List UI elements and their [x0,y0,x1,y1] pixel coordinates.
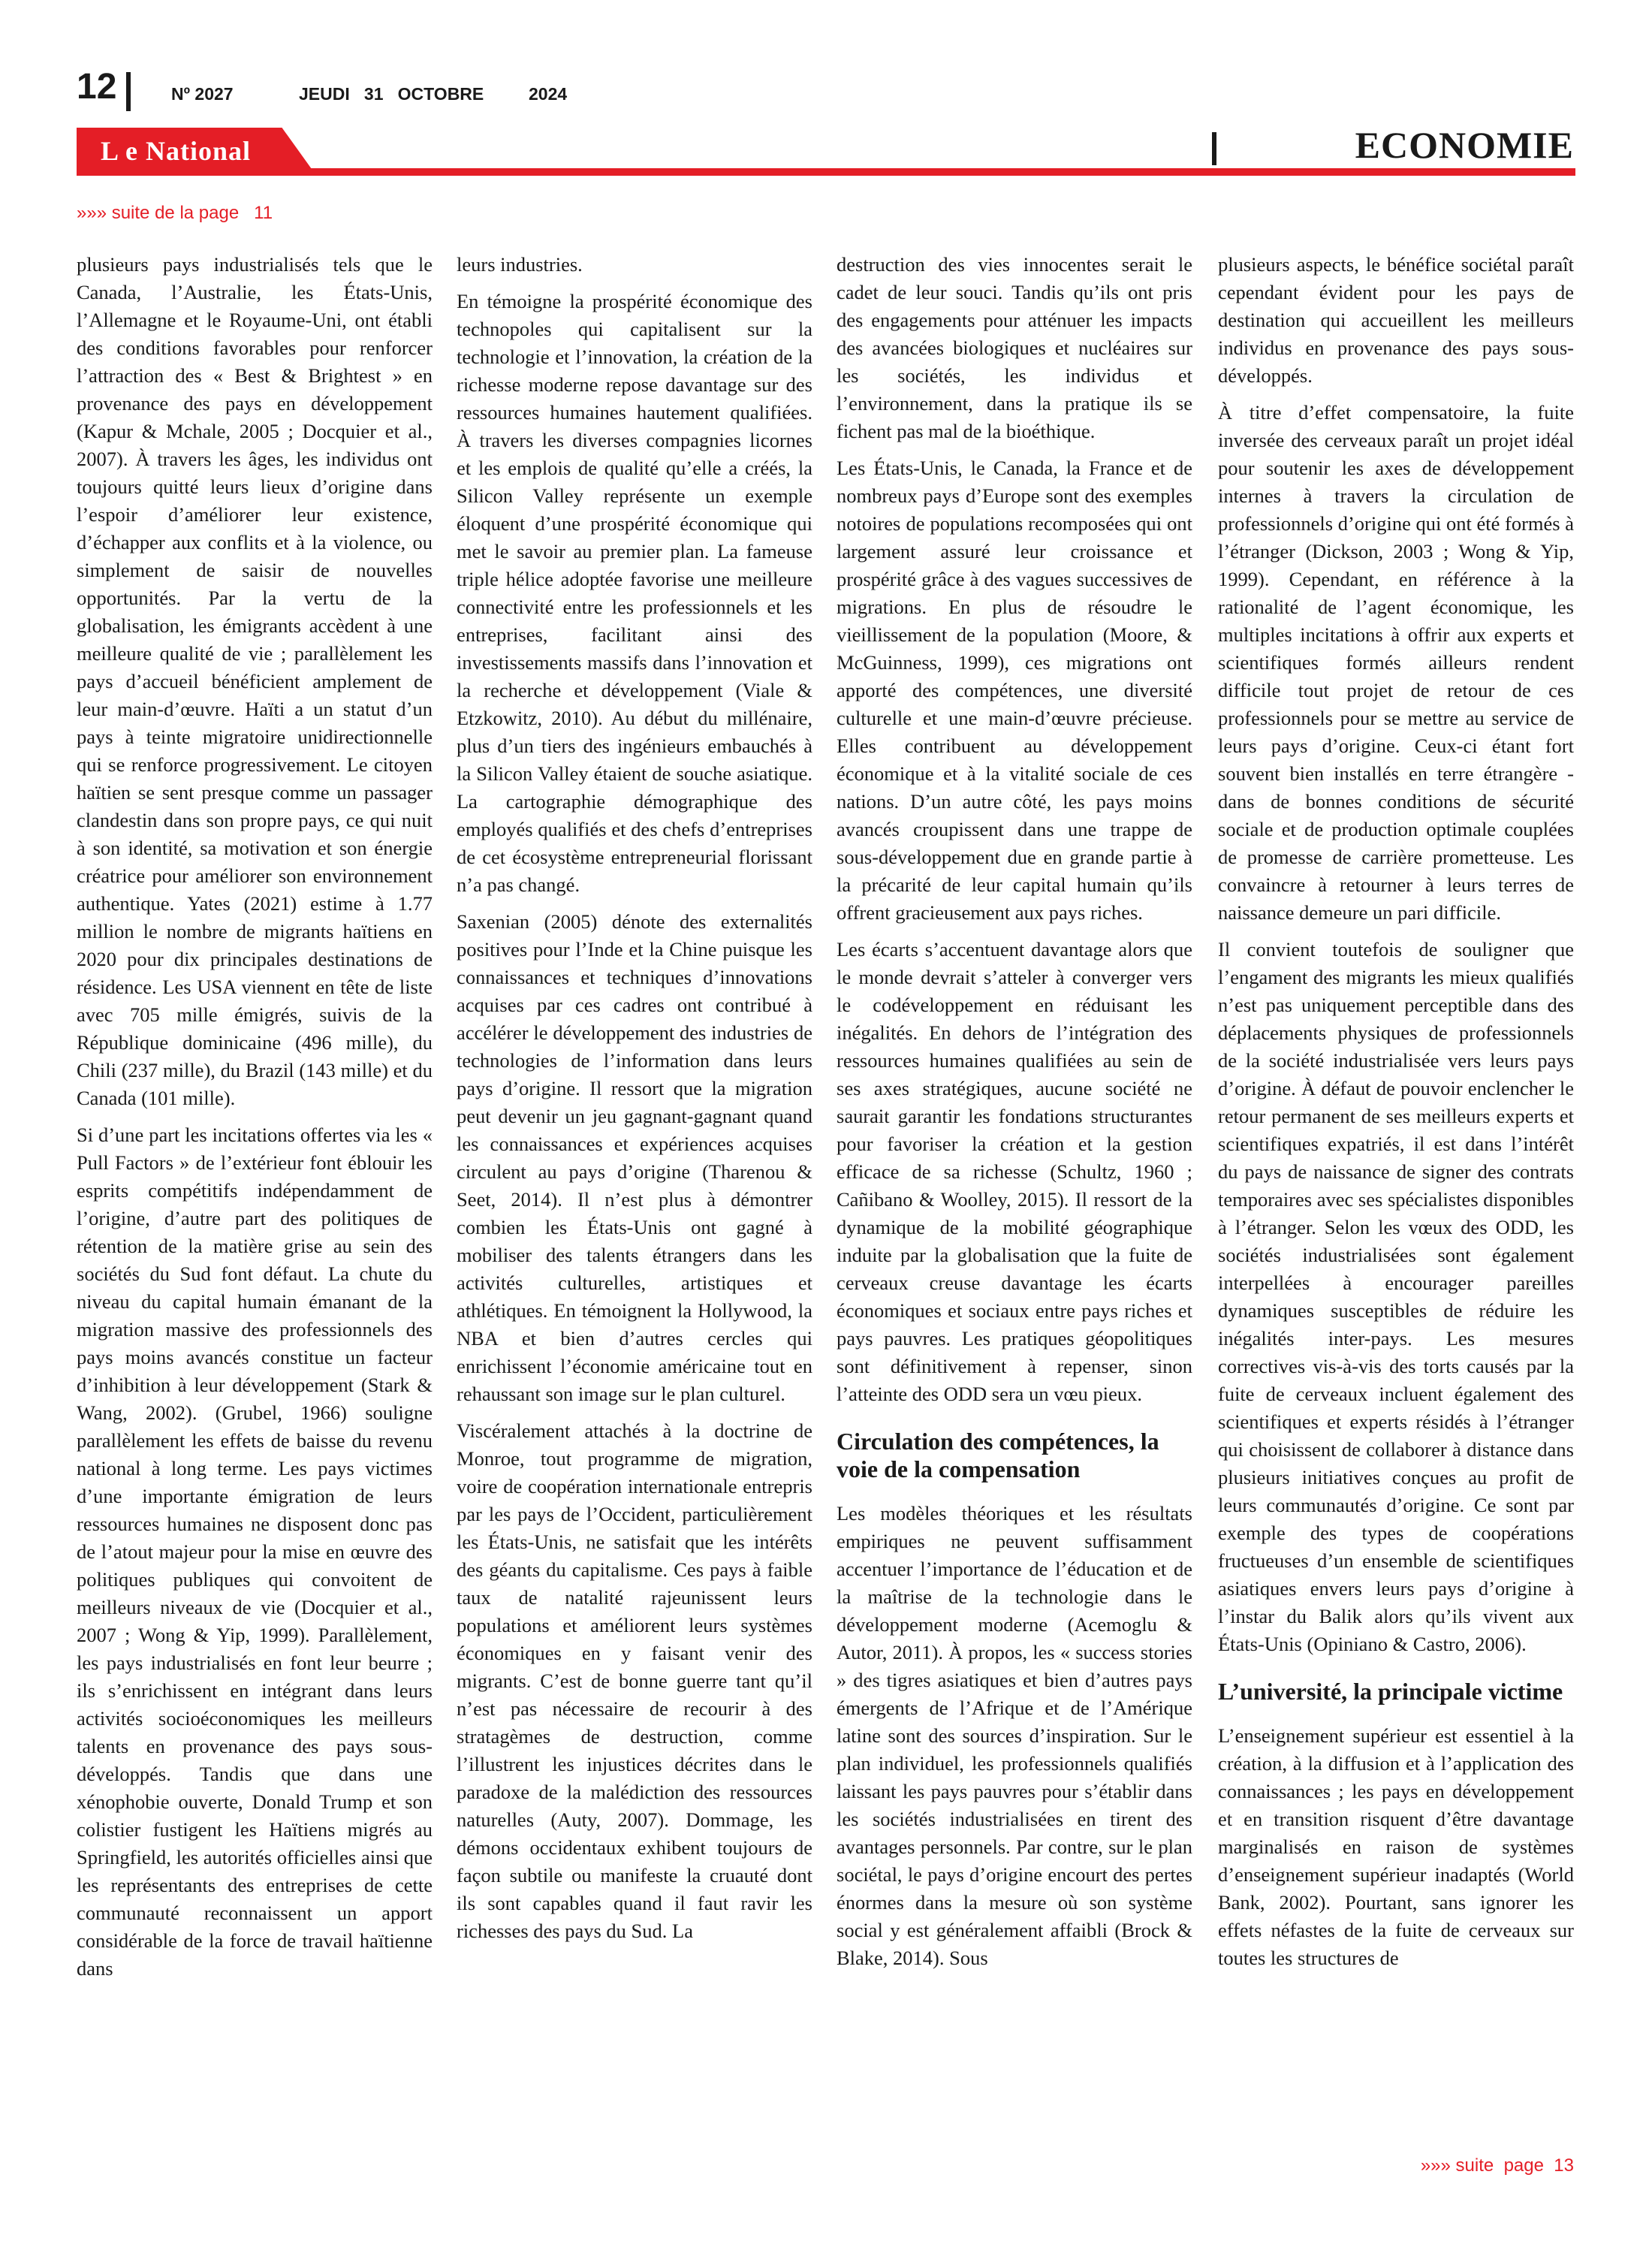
paragraph: destruction des vies innocentes serait le cadet de leur souci. Tandis qu’ils ont pris des engagements pour atténuer les impacts des avancées biologiques et nucléaires sur les sociétés, les individus et l’environnement, dans la pratique ils se fichent pas mal de la bioéthique. [837,253,1192,442]
subheading-compensation: Circulation des compétences, la voie de la compensation [837,1428,1159,1482]
paragraph: Les écarts s’accentuent davantage alors que le monde devrait s’atteler à converger vers le codéveloppement en réduisant les inégalités. En dehors de l’intégration des ressources humaines qualifiées au sein de ses axes stratégiques, aucune société ne saurait garantir les fondations structurantes pour favoriser la création et la gestion efficace de sa richesse (Schultz, 1960 ; Cañibano & Woolley, 2015). Il ressort de la dynamique de la mobilité géographique induite par la globalisation que la fuite de cerveaux creuse davantage les écarts économiques et sociaux entre pays riches et pays pauvres. Les pratiques géopolitiques sont définitivement à repenser, sinon l’atteinte des ODD sera un vœu pieux. [837,938,1192,1405]
paragraph: leurs industries. [457,253,583,276]
paragraph: plusieurs pays industrialisés tels que le Canada, l’Australie, les États-Unis, l’Allemagne et le Royaume-Uni, ont établi des conditions favorables pour renforcer l’attraction des « Best & Brightest » en provenance des pays en développement (Kapur & Mchale, 2005 ; Docquier et al., 2007). À travers les âges, les individus ont toujours quitté leurs lieux d’origine dans l’espoir d’améliorer leur existence, d’échapper aux conflits et à la violence, ou simplement de saisir de nouvelles opportunités. Par la vertu de la globalisation, les émigrants accèdent à une meilleure qualité de vie ; parallèlement les pays d’accueil bénéficient amplement de leur main-d’œuvre. Haïti a un statut d’un pays à teinte migratoire unidirectionnelle qui se renforce progressivement. Le citoyen haïtien se sent presque comme un passager clandestin dans son propre pays, ce qui nuit à son identité, sa motivation et son énergie créatrice pour améliorer son environnement authentique. Yates (2021) estime à 1.77 million le nombre de migrants haïtiens en 2020 pour dix principales destinations de résidence. Les USA viennent en tête de liste avec 705 mille émigrés, suivis de la République dominicaine (496 mille), du Chili (237 mille), du Brazil (143 mille) et du Canada (101 mille). [77,253,433,1109]
article-column-3 [837,251,1192,1981]
issue-date: JEUDI 31 OCTOBRE [299,84,484,104]
page-number: 12 [77,67,117,107]
paragraph: Viscéralement attachés à la doctrine de Monroe, tout programme de migration, voire de coopération internationale entrepris par les pays de l’Occident, particulièrement les États-Unis, ne satisfait que les intérêts des géants du capitalisme. Ces pays à faible taux de natalité rajeunissent leurs populations et améliorent leurs systèmes économiques en y faisant venir des migrants. C’est de bonne guerre tant qu’il n’est pas nécessaire de recourir à des stratagèmes de destruction, comme l’illustrent les injustices décrites dans le paradoxe de la malédiction des ressources naturelles (Auty, 2007). Dommage, les démons occidentaux exhibent toujours de façon subtile ou manifeste la cruauté dont ils sont capables quand il faut ravir les richesses des pays du Sud. La [457,1419,812,1942]
subheading-university: L’université, la principale victime [1218,1678,1563,1705]
section-title: ECONOMIE [1355,124,1574,166]
paragraph: Les États-Unis, le Canada, la France et de nombreux pays d’Europe sont des exemples notoires de populations recomposées qui ont largement assuré leur croissance et prospérité grâce à des vagues successives de migrations. En plus de résoudre le vieillissement de la population (Moore, & McGuinness, 1999), ces migrations ont apporté des compétences, une diversité culturelle et une main-d’œuvre précieuse. Elles contribuent au développement économique et à la vitalité sociale de ces nations. D’un autre côté, les pays moins avancés croupissent dans une trappe de sous-développement due en grande partie à la précarité de leur capital humain qu’ils offrent gracieusement aux pays riches. [837,457,1192,924]
paragraph: En témoigne la prospérité économique des technopoles qui capitalisent sur la technologie et l’innovation, la création de la richesse moderne repose davantage sur des ressources humaines hautement qualifiées. À travers les diverses compagnies licornes et les emplois de qualité qu’elle a créés, la Silicon Valley représente un exemple éloquent d’une prospérité économique qui met le savoir au premier plan. La fameuse triple hélice adoptée favorise une meilleure connectivité entre les professionnels et les entreprises, facilitant ainsi des investissements massifs dans l’innovation et la recherche et développement (Viale & Etzkowitz, 2010). Au début du millénaire, plus d’un tiers des ingénieurs embauchés à la Silicon Valley étaient de souche asiatique. La cartographie démographique des employés qualifiés et des chefs d’entreprises de cet écosystème entrepreneurial florissant n’a pas changé. [457,290,812,896]
issue-number: Nº 2027 [171,84,234,104]
continued-to-link[interactable]: »»» suite page 13 [1420,2155,1574,2176]
paragraph: Il convient toutefois de souligner que l’engament des migrants les mieux qualifiés n’est pas uniquement perceptible dans des déplacements physiques de professionnels de la société industrialisée vers leurs pays d’origine. À défaut de pouvoir enclencher le retour permanent de ses meilleurs experts et scientifiques expatriés, il est dans l’intérêt du pays de naissance de signer des contrats temporaires avec ses spécialistes disponibles à l’étranger. Selon les vœux des ODD, les sociétés industrialisées sont également interpellées à encourager pareilles dynamiques susceptibles de réduire les inégalités inter-pays. Les mesures correctives vis-à-vis des torts causés par la fuite de cerveaux incluent également des scientifiques et experts résidés à l’étranger qui choisissent de collaborer à distance dans plusieurs initiatives conçues au profit de leurs communautés d’origine. Ce sont par exemple des types de coopérations fructueuses d’un ensemble de scientifiques asiatiques envers leurs pays d’origine à l’instar du Balik alors qu’ils vivent aux États-Unis (Opiniano & Castro, 2006). [1218,938,1574,1655]
page-number-divider [126,72,131,111]
article-column-2 [457,251,812,1954]
paragraph: Si d’une part les incitations offertes via les « Pull Factors » de l’extérieur font éblouir les esprits compétitifs indépendamment de l’origine, d’autre part des politiques de rétention de la matière grise au sein des sociétés du Sud font défaut. La chute du niveau du capital humain émanant de la migration massive des professionnels des pays moins avancés constitue un facteur d’inhibition à leur développement (Stark & Wang, 2002). (Grubel, 1966) souligne parallèlement les effets de baisse du revenu national à long terme. Les pays victimes d’une importante émigration de leurs ressources humaines ne disposent donc pas de l’atout majeur pour la mise en œuvre des politiques publiques qui convoitent de meilleurs niveaux de vie (Docquier et al., 2007 ; Wong & Yip, 1999). Parallèlement, les pays industrialisés en font leur beurre ; ils s’enrichissent en intégrant dans leurs activités socioéconomiques les meilleurs talents en provenance des pays sous-développés. Tandis que dans une xénophobie ouverte, Donald Trump et son colistier fustigent les Haïtiens migrés au Springfield, les autorités officielles ainsi que les représentants des entreprises de cette communauté reconnaissent un apport considérable de la force de travail haïtienne dans [77,1123,433,1980]
issue-year: 2024 [529,84,568,104]
paragraph: Les modèles théoriques et les résultats empiriques ne peuvent suffisamment accentuer l’importance de l’éducation et de la maîtrise de la technologie dans le développement moderne (Acemoglu & Autor, 2011). À propos, les « success stories » des tigres asiatiques et bien d’autres pays émergents de l’Afrique et de l’Amérique latine sont des sources d’inspiration. Sur le plan individuel, les professionnels qualifiés laissant les pays pauvres pour s’établir dans les sociétés industrialisées en tirent des avantages personnels. Par contre, sur le plan sociétal, le pays d’origine encourt des pertes énormes dans la mesure où son système social y est généralement affaibli (Brock & Blake, 2014). Sous [837,1502,1192,1969]
article-column-4 [1218,251,1574,1981]
section-divider [1212,132,1216,165]
paragraph: plusieurs aspects, le bénéfice sociétal paraît cependant évident pour les pays de destination qui accueillent les meilleurs individus en provenance des pays sous-développés. [1218,253,1574,387]
article-column-1 [77,251,433,1992]
newspaper-logo: L e National [101,136,252,166]
paragraph: À titre d’effet compensatoire, la fuite inversée des cerveaux paraît un projet idéal pour soutenir les axes de développement internes à travers la circulation de professionnels d’origine qui ont été formés à l’étranger (Dickson, 2003 ; Wong & Yip, 1999). Cependant, en référence à la rationalité de l’agent économique, les multiples incitations à offrir aux experts et scientifiques formés ailleurs rendent difficile tout projet de retour de ces professionnels pour se mettre au service de leurs pays d’origine. Ceux-ci étant fort souvent bien installés en terre étrangère - dans de bonnes conditions de sécurité sociale et de production optimale couplées de promesse de carrière prometteuse. Les convaincre à retourner à leurs terres de naissance demeure un pari difficile. [1218,401,1574,924]
continued-from-link[interactable]: »»» suite de la page 11 [77,203,273,223]
paragraph: L’enseignement supérieur est essentiel à la création, à la diffusion et à l’application des connaissances ; les pays en développement et en transition risquent d’être davantage marginalisés en raison de systèmes d’enseignement supérieur inadaptés (World Bank, 2002). Pourtant, sans ignorer les effets néfastes de la fuite de cerveaux sur toutes les structures de [1218,1724,1574,1969]
paragraph: Saxenian (2005) dénote des externalités positives pour l’Inde et la Chine puisque les connaissances et techniques d’innovations acquises par ces cadres ont contribué à accélérer le développement des industries de technologies de l’information dans leurs pays d’origine. Il ressort que la migration peut devenir un jeu gagnant-gagnant quand les connaissances et expériences acquises circulent au pays d’origine (Tharenou & Seet, 2014). Il n’est plus à démontrer combien les États-Unis ont gagné à mobiliser des talents étrangers dans les activités culturelles, artistiques et athlétiques. En témoignent la Hollywood, la NBA et bien d’autres cercles qui enrichissent l’économie américaine tout en rehaussant son image sur le plan culturel. [457,910,812,1405]
